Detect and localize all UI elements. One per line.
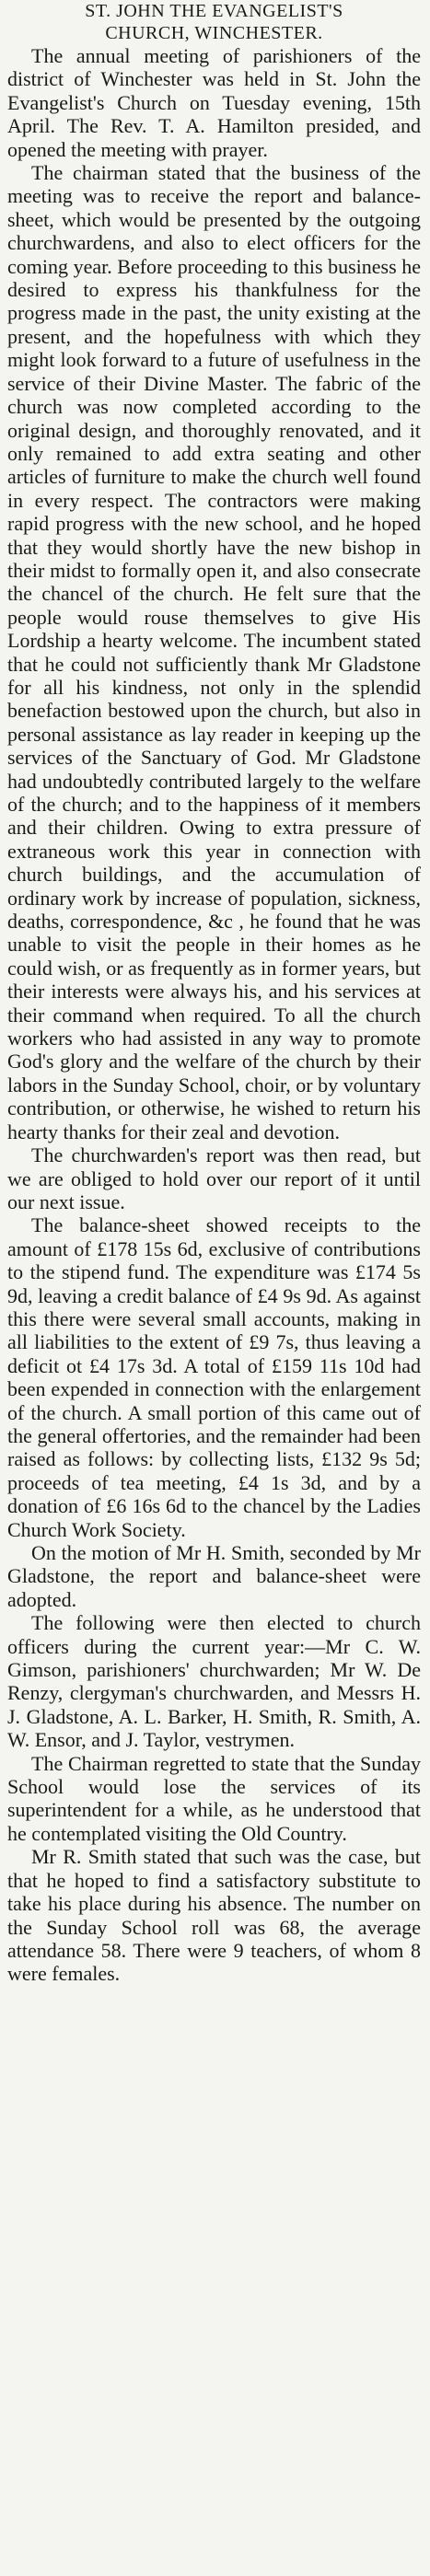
paragraph-motion: On the motion of Mr H. Smith, seconded by Mr Gladstone, the report and balance-sheet were adopted. xyxy=(7,1541,421,1611)
heading-line-1: ST. JOHN THE EVANGELIST'S xyxy=(85,1,343,21)
article-heading xyxy=(7,0,421,44)
paragraph-smith-statement: Mr R. Smith stated that such was the case, but that he hoped to find a satisfactory substitute to take his place during his absence. The number on the Sunday School roll was 68, the average attendance 58. There were 9 teachers, of whom 8 were females. xyxy=(7,1845,421,1986)
paragraph-sunday-school: The Chairman regretted to state that the Sunday School would lose the services of its superintendent for a while, as he understood that he contemplated visiting the Old Country. xyxy=(7,1751,421,1845)
paragraph-elections: The following were then elected to church officers during the current year:—Mr C. W. Gimson, parishioners' churchwarden; Mr W. De Renzy, clergyman's churchwarden, and Messrs H. J. Gladstone, A. L. Barker, H. Smith, R. Smith, A. W. Ensor, and J. Taylor, vestrymen. xyxy=(7,1611,421,1752)
paragraph-meeting-intro: The annual meeting of parishioners of the district of Winchester was held in St. John the Evangelist's Church on Tuesday evening, 15th April. The Rev. T. A. Hamilton presided, and opened the meeting with prayer. xyxy=(7,44,421,161)
heading-line-2: CHURCH, WINCHESTER. xyxy=(105,23,323,43)
newspaper-article xyxy=(7,0,421,1986)
paragraph-balance-sheet: The balance-sheet showed receipts to the amount of £178 15s 6d, exclusive of contributions to the stipend fund. The expenditure was £174 5s 9d, leaving a credit balance of £4 9s 9d. As against this there were several small accounts, making in all liabilities to the extent of £9 7s, thus leaving a deficit ot £4 17s 3d. A total of £159 11s 10d had been expended in connection with the enlargement of the church. A small portion of this came out of the general offertories, and the remainder had been raised as follows: by collecting lists, £132 9s 5d; proceeds of tea meeting, £4 1s 3d, and by a donation of £6 16s 6d to the chancel by the Ladies Church Work Society. xyxy=(7,1213,421,1541)
paragraph-chairman-statement: The chairman stated that the business of the meeting was to receive the report and balance-sheet, which would be presented by the outgoing churchwardens, and also to elect officers for the coming year. Before proceeding to this business he desired to express his thankfulness for the progress made in the past, the unity existing at the present, and the hopefulness with which they might look forward to a future of usefulness in the service of their Divine Master. The fabric of the church was now completed according to the original design, and thoroughly renovated, and it only remained to add extra seating and other articles of furniture to make the church well found in every respect. The contractors were making rapid progress with the new school, and he hoped that they would shortly have the new bishop in their midst to formally open it, and also consecrate the chancel of the church. He felt sure that the people would rouse themselves to give His Lordship a hearty welcome. The incumbent stated that he could not sufficiently thank Mr Gladstone for all his kindness, not only in the splendid benefaction bestowed upon the church, but also in personal assistance as lay reader in keeping up the services of the Sanctuary of God. Mr Gladstone had undoubtedly contributed largely to the welfare of the church; and to the happiness of it members and their children. Owing to extra pressure of extraneous work this year in connection with church buildings, and the accumulation of ordinary work by increase of population, sickness, deaths, correspondence, &c , he found that he was unable to visit the people in their homes as he could wish, or as frequently as in former years, but their interests were always his, and his services at their command when required. To all the church workers who had assisted in any way to promote God's glory and the welfare of the church by their labors in the Sunday School, choir, or by voluntary contribution, or otherwise, he wished to return his hearty thanks for their zeal and devotion. xyxy=(7,161,421,1143)
paragraph-churchwarden-report: The churchwarden's report was then read, but we are obliged to hold over our report of it until our next issue. xyxy=(7,1143,421,1213)
